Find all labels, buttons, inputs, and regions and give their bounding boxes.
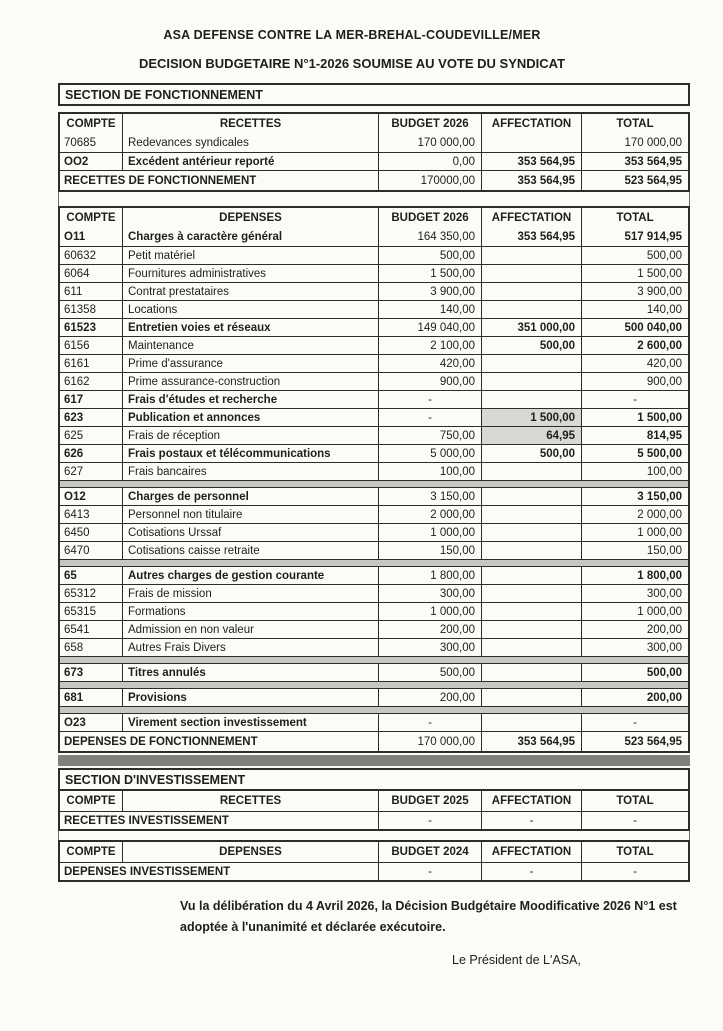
cell-label: Frais de mission [122, 585, 378, 602]
cell-budget: 140,00 [378, 301, 481, 318]
cell-compte: 625 [64, 429, 84, 442]
table-row [60, 713, 688, 731]
cell-compte: 6064 [64, 267, 90, 280]
cell-label: Prime assurance-construction [122, 373, 378, 390]
column-header-affectation: AFFECTATION [481, 208, 581, 228]
total-row-label: DEPENSES DE FONCTIONNEMENT [64, 735, 258, 748]
column-header-affectation: AFFECTATION [481, 114, 581, 134]
total-row-budget: 170000,00 [378, 171, 481, 190]
cell-label: Autres charges de gestion courante [122, 567, 378, 584]
table-gap [58, 192, 690, 206]
cell-compte: OO2 [64, 155, 89, 168]
cell-total: 140,00 [581, 301, 688, 318]
table-header-row [60, 842, 688, 862]
cell-budget: 2 000,00 [378, 506, 481, 523]
table-header-row [60, 208, 688, 228]
cell-budget: 500,00 [378, 247, 481, 264]
cell-compte: 6162 [64, 375, 90, 388]
table-row [60, 300, 688, 318]
total-row-total: - [581, 863, 688, 880]
deliberation-line-2: adoptée à l'unanimité et déclarée exécutoire. [180, 919, 446, 934]
recettes-investissement-table [58, 789, 690, 831]
column-header-depenses: DEPENSES [122, 842, 378, 862]
cell-budget: 170 000,00 [378, 134, 481, 152]
column-header-compte: COMPTE [66, 118, 116, 130]
cell-budget: 1 500,00 [378, 265, 481, 282]
cell-total: 200,00 [581, 689, 688, 706]
cell-affectation [481, 391, 581, 408]
column-header-budget: BUDGET 2024 [378, 842, 481, 862]
cell-total: 1 000,00 [581, 524, 688, 541]
cell-affectation [481, 355, 581, 372]
table-row [60, 681, 688, 688]
cell-label: Cotisations Urssaf [122, 524, 378, 541]
table-row [60, 656, 688, 663]
cell-budget: 500,00 [378, 664, 481, 681]
cell-affectation [481, 603, 581, 620]
cell-budget: 150,00 [378, 542, 481, 559]
cell-label: Virement section investissement [122, 714, 378, 731]
column-header-total: TOTAL [581, 114, 688, 134]
cell-total: 500 040,00 [581, 319, 688, 336]
cell-compte: 658 [64, 641, 84, 654]
cell-total: 100,00 [581, 463, 688, 480]
document-body [58, 83, 690, 971]
cell-affectation [481, 301, 581, 318]
total-row-budget: - [378, 812, 481, 829]
cell-budget: - [378, 391, 481, 408]
table-row [60, 559, 688, 566]
column-header-recettes: RECETTES [122, 791, 378, 811]
recettes-rows [60, 134, 688, 170]
cell-total: 300,00 [581, 639, 688, 656]
cell-total: 500,00 [581, 664, 688, 681]
section-divider-band [58, 755, 690, 766]
table-row [60, 706, 688, 713]
cell-label: Frais d'études et recherche [122, 391, 378, 408]
cell-label: Personnel non titulaire [122, 506, 378, 523]
table-row [60, 336, 688, 354]
column-header-budget: BUDGET 2026 [378, 114, 481, 134]
cell-affectation [481, 134, 581, 152]
cell-affectation [481, 488, 581, 505]
cell-compte: 681 [64, 691, 84, 704]
cell-label: Frais postaux et télécommunications [122, 445, 378, 462]
cell-budget: - [378, 409, 481, 426]
cell-label: Maintenance [122, 337, 378, 354]
cell-total: 1 500,00 [581, 409, 688, 426]
cell-total: 420,00 [581, 355, 688, 372]
cell-compte: 65 [64, 569, 77, 582]
cell-total: 2 000,00 [581, 506, 688, 523]
cell-label: Provisions [122, 689, 378, 706]
cell-label: Contrat prestataires [122, 283, 378, 300]
cell-affectation: 500,00 [481, 337, 581, 354]
table-row [60, 541, 688, 559]
table-row [60, 584, 688, 602]
cell-label: Charges à caractère général [122, 228, 378, 246]
cell-affectation [481, 639, 581, 656]
cell-total: 150,00 [581, 542, 688, 559]
cell-total: 517 914,95 [581, 228, 688, 246]
cell-compte: 65312 [64, 587, 96, 600]
document-title: ASA DEFENSE CONTRE LA MER-BREHAL-COUDEVILLE/MER [163, 28, 541, 42]
cell-total: 500,00 [581, 247, 688, 264]
table-row [60, 480, 688, 487]
table-row [60, 638, 688, 656]
cell-compte: 611 [64, 285, 83, 298]
table-row [60, 444, 688, 462]
cell-budget: 420,00 [378, 355, 481, 372]
total-row-total: - [581, 812, 688, 829]
cell-compte: 617 [64, 393, 84, 406]
column-header-compte: COMPTE [66, 795, 116, 807]
cell-affectation [481, 373, 581, 390]
cell-total: 1 000,00 [581, 603, 688, 620]
table-row [60, 152, 688, 170]
cell-compte: O11 [64, 231, 86, 243]
table-row [60, 663, 688, 681]
table-row [60, 408, 688, 426]
column-header-budget: BUDGET 2026 [378, 208, 481, 228]
cell-affectation: 351 000,00 [481, 319, 581, 336]
deliberation-line-1: Vu la délibération du 4 Avril 2026, la Décision Budgétaire Moodificative 2026 N°1 est [180, 899, 677, 913]
cell-compte: 6450 [64, 526, 90, 539]
cell-affectation [481, 265, 581, 282]
table-row [60, 426, 688, 444]
cell-affectation [481, 524, 581, 541]
table-row [60, 505, 688, 523]
table-row [60, 566, 688, 584]
table-header-row [60, 791, 688, 811]
cell-total: 170 000,00 [581, 134, 688, 152]
cell-affectation: 500,00 [481, 445, 581, 462]
cell-label: Excédent antérieur reporté [122, 153, 378, 170]
depenses-rows [60, 228, 688, 731]
table-row [60, 602, 688, 620]
table-row [60, 487, 688, 505]
column-header-compte: COMPTE [66, 846, 116, 858]
cell-affectation: 1 500,00 [481, 409, 581, 426]
cell-compte: 673 [64, 666, 84, 679]
cell-compte: 6541 [64, 623, 90, 636]
table-row [60, 264, 688, 282]
total-row-total: 523 564,95 [581, 171, 688, 190]
recettes-fonctionnement-total-row [60, 170, 688, 190]
cell-affectation [481, 247, 581, 264]
cell-label: Frais bancaires [122, 463, 378, 480]
cell-compte: 61523 [64, 321, 96, 334]
cell-compte: 6161 [64, 357, 90, 370]
cell-compte: 6156 [64, 339, 90, 352]
cell-total: 200,00 [581, 621, 688, 638]
cell-budget: 1 000,00 [378, 524, 481, 541]
cell-budget: 3 150,00 [378, 488, 481, 505]
total-row-budget: 170 000,00 [378, 732, 481, 751]
cell-budget: 149 040,00 [378, 319, 481, 336]
table-row [60, 372, 688, 390]
cell-label: Publication et annonces [122, 409, 378, 426]
deliberation-note [180, 896, 680, 971]
table-row [60, 228, 688, 246]
cell-compte: 626 [64, 447, 84, 460]
column-header-compte: COMPTE [66, 212, 116, 224]
cell-label: Redevances syndicales [122, 134, 378, 152]
total-row-affectation: 353 564,95 [481, 732, 581, 751]
cell-total: 3 150,00 [581, 488, 688, 505]
total-row-affectation: - [481, 863, 581, 880]
cell-budget: 0,00 [378, 153, 481, 170]
cell-budget: 750,00 [378, 427, 481, 444]
column-header-total: TOTAL [581, 842, 688, 862]
column-header-affectation: AFFECTATION [481, 842, 581, 862]
depenses-fonctionnement-table [58, 206, 690, 753]
cell-total: 3 900,00 [581, 283, 688, 300]
cell-budget: 2 100,00 [378, 337, 481, 354]
cell-label: Charges de personnel [122, 488, 378, 505]
table-row [60, 390, 688, 408]
document-header [22, 0, 682, 71]
depenses-fonctionnement-total-row [60, 731, 688, 751]
table-row [60, 354, 688, 372]
cell-affectation [481, 621, 581, 638]
cell-compte: 60632 [64, 249, 96, 262]
cell-affectation [481, 714, 581, 731]
section-investissement-title: SECTION D'INVESTISSEMENT [58, 768, 690, 791]
cell-compte: 61358 [64, 303, 96, 316]
cell-compte: 627 [64, 465, 84, 478]
total-row-total: 523 564,95 [581, 732, 688, 751]
cell-budget: 100,00 [378, 463, 481, 480]
total-row-affectation: 353 564,95 [481, 171, 581, 190]
cell-label: Admission en non valeur [122, 621, 378, 638]
cell-label: Locations [122, 301, 378, 318]
table-row [60, 282, 688, 300]
table-row [60, 688, 688, 706]
cell-total: 5 500,00 [581, 445, 688, 462]
table-row [60, 318, 688, 336]
cell-total: 353 564,95 [581, 153, 688, 170]
cell-budget: 300,00 [378, 639, 481, 656]
cell-budget: 200,00 [378, 621, 481, 638]
cell-budget: 3 900,00 [378, 283, 481, 300]
cell-label: Prime d'assurance [122, 355, 378, 372]
total-row-label: DEPENSES INVESTISSEMENT [64, 865, 231, 878]
section-fonctionnement-title: SECTION DE FONCTIONNEMENT [58, 83, 690, 106]
column-header-budget: BUDGET 2025 [378, 791, 481, 811]
column-header-depenses: DEPENSES [122, 208, 378, 228]
recettes-investissement-total-row [60, 811, 688, 829]
column-header-total: TOTAL [581, 791, 688, 811]
cell-label: Petit matériel [122, 247, 378, 264]
table-row [60, 134, 688, 152]
cell-affectation [481, 542, 581, 559]
cell-compte: O23 [64, 716, 86, 729]
cell-affectation: 353 564,95 [481, 153, 581, 170]
depenses-investissement-total-row [60, 862, 688, 880]
cell-total: - [581, 391, 688, 408]
cell-label: Formations [122, 603, 378, 620]
cell-total: 1 500,00 [581, 265, 688, 282]
cell-label: Cotisations caisse retraite [122, 542, 378, 559]
cell-label: Fournitures administratives [122, 265, 378, 282]
cell-affectation [481, 585, 581, 602]
cell-label: Frais de réception [122, 427, 378, 444]
total-row-affectation: - [481, 812, 581, 829]
column-header-total: TOTAL [581, 208, 688, 228]
cell-budget: 1 800,00 [378, 567, 481, 584]
cell-total: 300,00 [581, 585, 688, 602]
cell-budget: 164 350,00 [378, 228, 481, 246]
cell-total: - [581, 714, 688, 731]
cell-label: Entretien voies et réseaux [122, 319, 378, 336]
cell-affectation: 353 564,95 [481, 228, 581, 246]
total-row-budget: - [378, 863, 481, 880]
total-row-label: RECETTES DE FONCTIONNEMENT [64, 174, 257, 187]
cell-compte: O12 [64, 490, 86, 503]
table-row [60, 523, 688, 541]
cell-budget: - [378, 714, 481, 731]
column-header-recettes: RECETTES [122, 114, 378, 134]
cell-affectation [481, 689, 581, 706]
document-subtitle: DECISION BUDGETAIRE N°1-2026 SOUMISE AU VOTE DU SYNDICAT [138, 56, 566, 71]
cell-affectation [481, 664, 581, 681]
cell-affectation [481, 506, 581, 523]
table-row [60, 462, 688, 480]
table-header-row [60, 114, 688, 134]
cell-budget: 5 000,00 [378, 445, 481, 462]
cell-affectation [481, 567, 581, 584]
cell-compte: 65315 [64, 605, 96, 618]
table-row [60, 246, 688, 264]
cell-budget: 900,00 [378, 373, 481, 390]
cell-total: 2 600,00 [581, 337, 688, 354]
cell-label: Autres Frais Divers [122, 639, 378, 656]
cell-affectation: 64,95 [481, 427, 581, 444]
signature-line: Le Président de L'ASA, [452, 953, 581, 968]
cell-compte: 623 [64, 411, 84, 424]
cell-compte: 6413 [64, 508, 90, 521]
cell-total: 1 800,00 [581, 567, 688, 584]
cell-budget: 1 000,00 [378, 603, 481, 620]
depenses-investissement-table [58, 840, 690, 882]
cell-affectation [481, 463, 581, 480]
recettes-fonctionnement-table [58, 112, 690, 192]
cell-compte: 6470 [64, 544, 90, 557]
cell-affectation [481, 283, 581, 300]
table-gap [58, 831, 690, 840]
cell-budget: 200,00 [378, 689, 481, 706]
column-header-affectation: AFFECTATION [481, 791, 581, 811]
cell-budget: 300,00 [378, 585, 481, 602]
cell-total: 900,00 [581, 373, 688, 390]
cell-compte: 70685 [64, 137, 96, 149]
cell-label: Titres annulés [122, 664, 378, 681]
table-row [60, 620, 688, 638]
total-row-label: RECETTES INVESTISSEMENT [64, 814, 229, 827]
cell-total: 814,95 [581, 427, 688, 444]
